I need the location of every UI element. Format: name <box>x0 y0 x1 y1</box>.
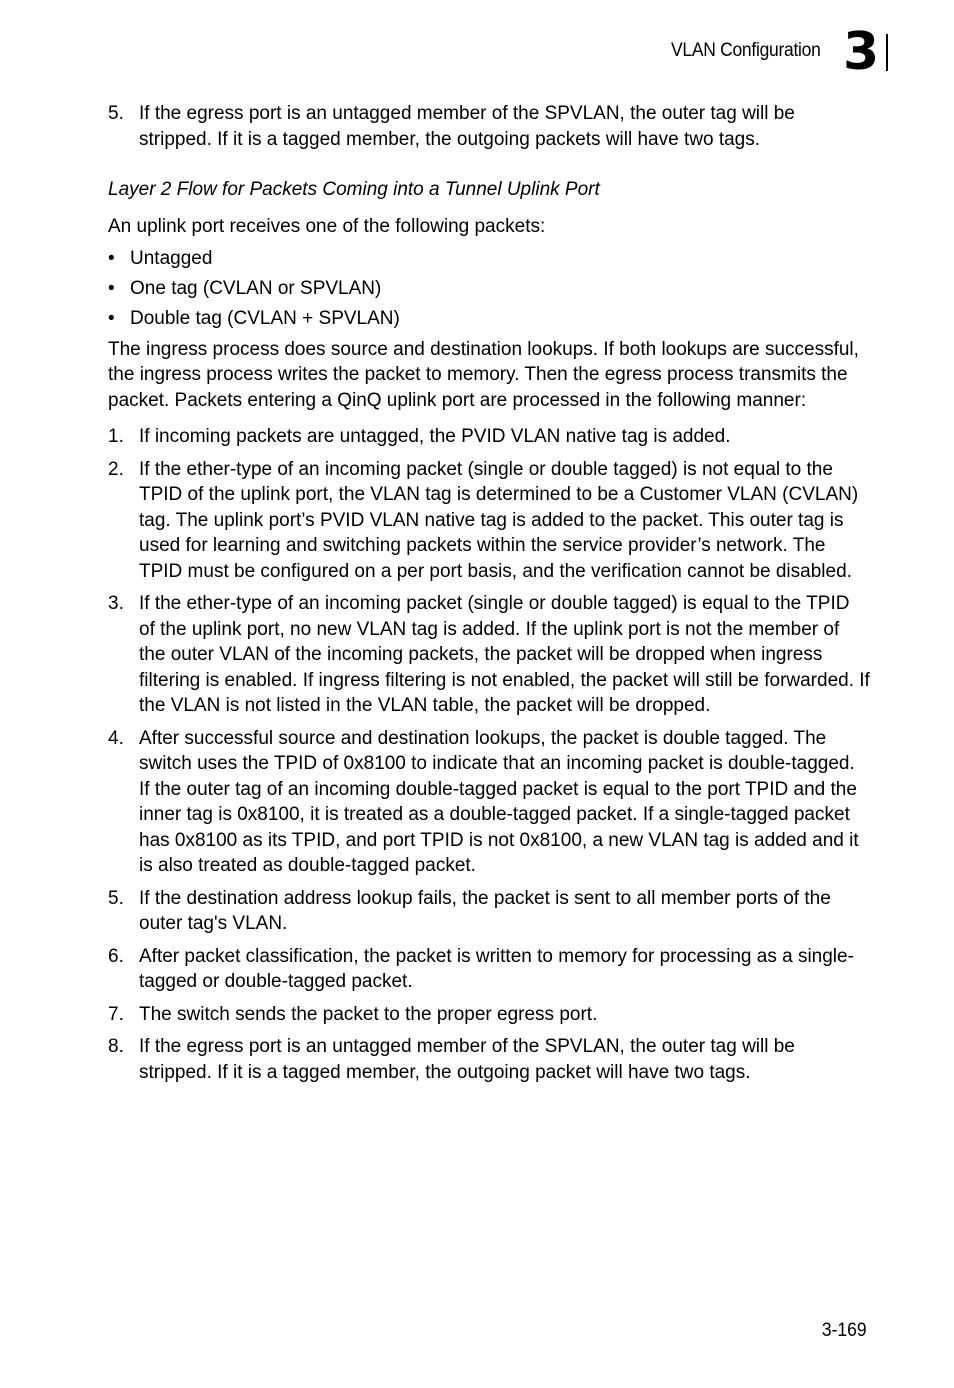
list-item-number: 8. <box>108 1036 124 1057</box>
list-item-number: 4. <box>108 727 124 749</box>
list-item <box>108 424 870 450</box>
list-item-number: 3. <box>108 593 124 614</box>
list-item-text: If the egress port is an untagged member of the SPVLAN, the outer tag will be stripped. If it is a tagged member, the outgoing packets will have two tags. <box>139 103 795 150</box>
list-item-text: If the ether-type of an incoming packet (single or double tagged) is equal to the TPID of the uplink port, no new VLAN tag is added. If the uplink port is not the member of the outer VLAN of the incoming packets, the packet will be dropped when ingress filtering is enabled. If ingress filtering is not enabled, the packet will still be forwarded. If the VLAN is not listed in the VLAN table, the packet will be dropped. <box>139 593 870 716</box>
bullet-item <box>108 246 870 272</box>
section-subheading: Layer 2 Flow for Packets Coming into a Tunnel Uplink Port <box>108 179 600 200</box>
list-item-number: 6. <box>108 945 124 967</box>
list-item <box>108 457 870 585</box>
body-paragraph: The ingress process does source and destination lookups. If both lookups are successful, the ingress process writes the packet to memory. Then the egress process transmits the packet. Packets entering a QinQ uplink port are processed in the following manner: <box>108 338 859 411</box>
list-item <box>108 591 870 719</box>
list-item-number: 1. <box>108 426 124 447</box>
bullet-text: Untagged <box>130 248 213 269</box>
bullet-icon: • <box>108 278 115 299</box>
page-number: 3-169 <box>822 1320 867 1341</box>
bullet-item <box>108 306 870 332</box>
list-item-text: If the destination address lookup fails, the packet is sent to all member ports of the outer tag's VLAN. <box>139 887 831 934</box>
numbered-steps <box>108 424 870 1085</box>
bullet-list <box>108 246 870 332</box>
list-item-number: 5. <box>108 103 124 124</box>
list-item <box>108 1034 870 1085</box>
list-item <box>108 726 870 879</box>
bullet-icon: • <box>108 248 115 269</box>
list-item <box>108 101 870 152</box>
list-item-text: After packet classification, the packet is written to memory for processing as a single-tagged or double-tagged packet. <box>139 945 854 992</box>
bullet-item <box>108 276 870 302</box>
list-item-number: 7. <box>108 1003 124 1025</box>
list-item-text: The switch sends the packet to the proper egress port. <box>139 1003 598 1025</box>
chapter-number: 3 <box>843 22 879 82</box>
running-header-title: VLAN Configuration <box>671 40 821 61</box>
list-item-text: If the egress port is an untagged member of the SPVLAN, the outer tag will be stripped. If it is a tagged member, the outgoing packet will have two tags. <box>139 1036 795 1083</box>
list-item <box>108 944 870 995</box>
list-item-text: After successful source and destination lookups, the packet is double tagged. The switch uses the TPID of 0x8100 to indicate that an incoming packet is double-tagged. If the outer tag of an incoming double-tagged packet is equal to the port TPID and the inner tag is 0x8100, it is treated as a double-tagged packet. If a single-tagged packet has 0x8100 as its TPID, and port TPID is not 0x8100, a new VLAN tag is added and it is also treated as double-tagged packet. <box>139 727 859 876</box>
list-item-text: If the ether-type of an incoming packet (single or double tagged) is not equal to the TPID of the uplink port, the VLAN tag is determined to be a Customer VLAN (CVLAN) tag. The uplink port’s PVID VLAN native tag is added to the packet. This outer tag is used for learning and switching packets within the service provider’s network. The TPID must be configured on a per port basis, and the verification cannot be disabled. <box>139 458 859 582</box>
list-item <box>108 1002 870 1028</box>
list-item-number: 2. <box>108 458 124 480</box>
bullet-icon: • <box>108 308 115 329</box>
list-item-number: 5. <box>108 887 124 909</box>
list-item-text: If incoming packets are untagged, the PVID VLAN native tag is added. <box>139 426 731 447</box>
lead-text: An uplink port receives one of the following packets: <box>108 215 546 237</box>
list-item <box>108 886 870 937</box>
bullet-text: One tag (CVLAN or SPVLAN) <box>130 278 382 299</box>
page-body <box>108 101 870 1085</box>
bullet-text: Double tag (CVLAN + SPVLAN) <box>130 308 400 329</box>
chapter-divider <box>886 34 888 71</box>
